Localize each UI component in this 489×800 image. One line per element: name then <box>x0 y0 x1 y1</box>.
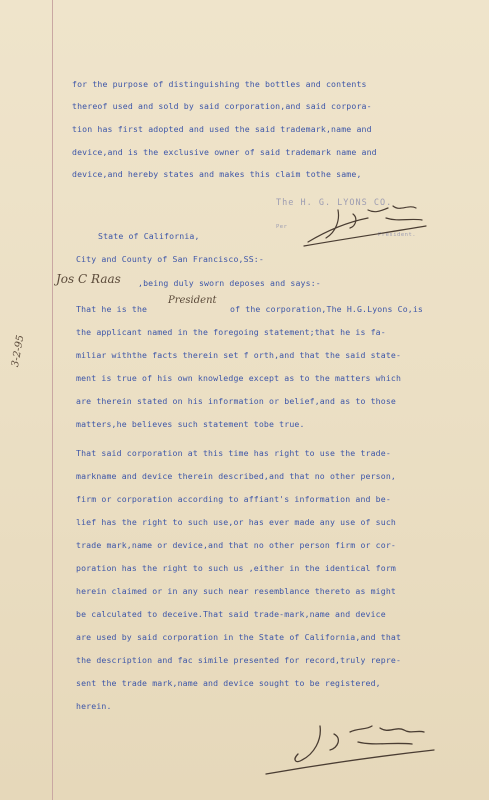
text-line: the applicant named in the foregoing statement;that he is fa- <box>76 327 386 337</box>
text-line: markname and device therein described,and that no other person, <box>76 471 396 481</box>
text-line: are therein stated on his information or belief,and as to those <box>76 396 396 406</box>
signature-lower <box>262 720 442 780</box>
affiant-sworn-text: ,being duly sworn deposes and says:- <box>138 278 321 288</box>
margin-rule <box>52 0 53 800</box>
title-handwritten: President <box>168 295 217 306</box>
text-line: poration has the right to such us ,either in the identical form <box>76 563 396 573</box>
venue-state: State of California, <box>98 231 200 241</box>
text-line: tion has first adopted and used the said trademark,name and <box>72 124 372 134</box>
text-line: thereof used and sold by said corporation,and said corpora- <box>72 101 372 111</box>
text-line: firm or corporation according to affiant's information and be- <box>76 494 391 504</box>
text-line: are used by said corporation in the State of California,and that <box>76 632 402 642</box>
text-line: device,and is the exclusive owner of said trademark name and <box>72 147 377 157</box>
stamp-title-label: President. <box>378 232 417 238</box>
text-line: the description and fac simile presented for record,truly repre- <box>76 655 402 665</box>
venue-county: City and County of San Francisco,SS:- <box>76 254 264 264</box>
text-line: herein claimed or in any such near resemblance thereto as might <box>76 586 396 596</box>
statement-line1-suffix: of the corporation,The H.G.Lyons Co,is <box>230 304 424 314</box>
company-stamp: The H. G. LYONS CO. <box>276 198 393 208</box>
text-line: herein. <box>76 701 112 711</box>
stamp-per-label: Per <box>276 224 288 230</box>
margin-note-date: 3-2-95 <box>10 334 27 368</box>
text-line: sent the trade mark,name and device sought to be registered, <box>76 678 381 688</box>
text-line: That said corporation at this time has right to use the trade- <box>76 448 391 458</box>
signature-upper <box>298 200 433 252</box>
text-line: matters,he believes such statement tobe true. <box>76 419 305 429</box>
affiant-name-handwritten: Jos C Raas <box>56 272 121 286</box>
text-line: device,and hereby states and makes this claim tothe same, <box>72 169 362 179</box>
text-line: be calculated to deceive.That said trade-mark,name and device <box>76 609 386 619</box>
text-line: ment is true of his own knowledge except as to the matters which <box>76 373 402 383</box>
text-line: for the purpose of distinguishing the bottles and contents <box>72 79 367 89</box>
text-line: miliar withthe facts therein set f orth,and that the said state- <box>76 350 402 360</box>
statement-line1-prefix: That he is the <box>76 304 148 314</box>
text-line: trade mark,name or device,and that no other person firm or cor- <box>76 540 396 550</box>
text-line: lief has the right to such use,or has ever made any use of such <box>76 517 396 527</box>
